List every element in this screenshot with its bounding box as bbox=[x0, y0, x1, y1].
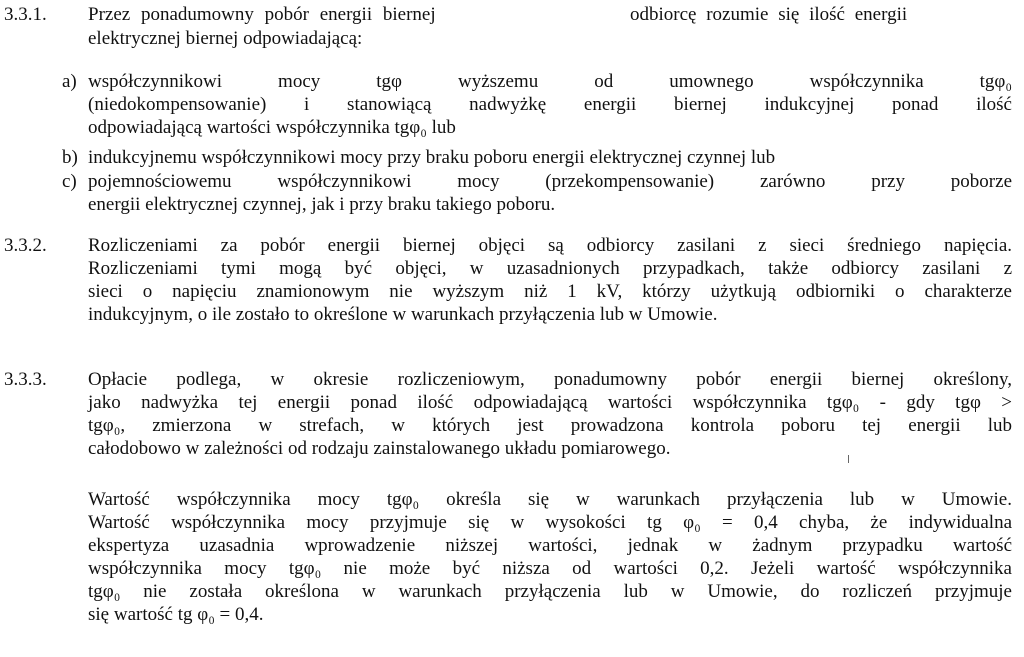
paragraph-text: się wartość tg φ₀ = 0,4. bbox=[88, 604, 264, 625]
section-3-3-1 bbox=[0, 3, 1024, 53]
section-text-right: odbiorcę rozumie się ilość energii bbox=[630, 4, 908, 25]
paragraph-text: tgφ₀ nie została określona w warunkach przyłączenia lub w Umowie, do rozliczeń przyjmuje bbox=[88, 581, 1012, 602]
section-text: elektrycznej biernej odpowiadającą: bbox=[88, 28, 363, 49]
paragraph bbox=[0, 488, 1024, 638]
section-text-left: Przez ponadumowny pobór energii biernej bbox=[88, 4, 436, 25]
section-3-3-3 bbox=[0, 368, 1024, 468]
list-label: b) bbox=[62, 147, 78, 168]
list-text: pojemnościowemu współczynnikowi mocy (przekompensowanie) zarówno przy poborze bbox=[88, 171, 1012, 192]
paragraph-text: Wartość współczynnika mocy przyjmuje się w wysokości tg φ₀ = 0,4 chyba, że indywidualna bbox=[88, 512, 1012, 533]
section-text: tgφ₀, zmierzona w strefach, w których jest prowadzona kontrola poboru tej energii lub bbox=[88, 415, 1012, 436]
list-item-a bbox=[0, 70, 1024, 142]
section-text: jako nadwyżka tej energii ponad ilość odpowiadającą wartości współczynnika tgφ₀ - gdy tgφ > bbox=[88, 392, 1012, 413]
list-label: a) bbox=[62, 71, 77, 92]
list-item-c bbox=[0, 170, 1024, 218]
section-text: Rozliczeniami tymi mogą być objęci, w uzasadnionych przypadkach, także odbiorcy zasilani z bbox=[88, 258, 1012, 279]
section-text: sieci o napięciu znamionowym nie wyższym niż 1 kV, którzy użytkują odbiorniki o charakterze bbox=[88, 281, 1012, 302]
section-text: Opłacie podlega, w okresie rozliczeniowym, ponadumowny pobór energii biernej określony, bbox=[88, 369, 1012, 390]
scan-mark bbox=[848, 455, 849, 463]
section-number: 3.3.1. bbox=[4, 4, 47, 25]
list-text: indukcyjnemu współczynnikowi mocy przy braku poboru energii elektrycznej czynnej lub bbox=[88, 147, 776, 168]
list-text: energii elektrycznej czynnej, jak i przy braku takiego poboru. bbox=[88, 194, 556, 215]
section-text: całodobowo w zależności od rodzaju zainstalowanego układu pomiarowego. bbox=[88, 438, 671, 459]
paragraph-text: ekspertyza uzasadnia wprowadzenie niższej wartości, jednak w żadnym przypadku wartość bbox=[88, 535, 1012, 556]
list-text: współczynnikowi mocy tgφ wyższemu od umownego współczynnika tgφ₀ bbox=[88, 71, 1012, 92]
paragraph-text: współczynnika mocy tgφ₀ nie może być niższa od wartości 0,2. Jeżeli wartość współczynnika bbox=[88, 558, 1012, 579]
list-label: c) bbox=[62, 171, 77, 192]
section-text: Rozliczeniami za pobór energii biernej objęci są odbiorcy zasilani z sieci średniego napięcia. bbox=[88, 235, 1012, 256]
section-number: 3.3.2. bbox=[4, 235, 47, 256]
list-text: odpowiadającą wartości współczynnika tgφ₀ lub bbox=[88, 117, 456, 138]
section-number: 3.3.3. bbox=[4, 369, 47, 390]
section-3-3-2 bbox=[0, 234, 1024, 334]
list-text: (niedokompensowanie) i stanowiącą nadwyżkę energii biernej indukcyjnej ponad ilość bbox=[88, 94, 1012, 115]
paragraph-text: Wartość współczynnika mocy tgφ₀ określa się w warunkach przyłączenia lub w Umowie. bbox=[88, 489, 1012, 510]
list-item-b bbox=[0, 146, 1024, 170]
section-text: indukcyjnym, o ile zostało to określone w warunkach przyłączenia lub w Umowie. bbox=[88, 304, 718, 325]
